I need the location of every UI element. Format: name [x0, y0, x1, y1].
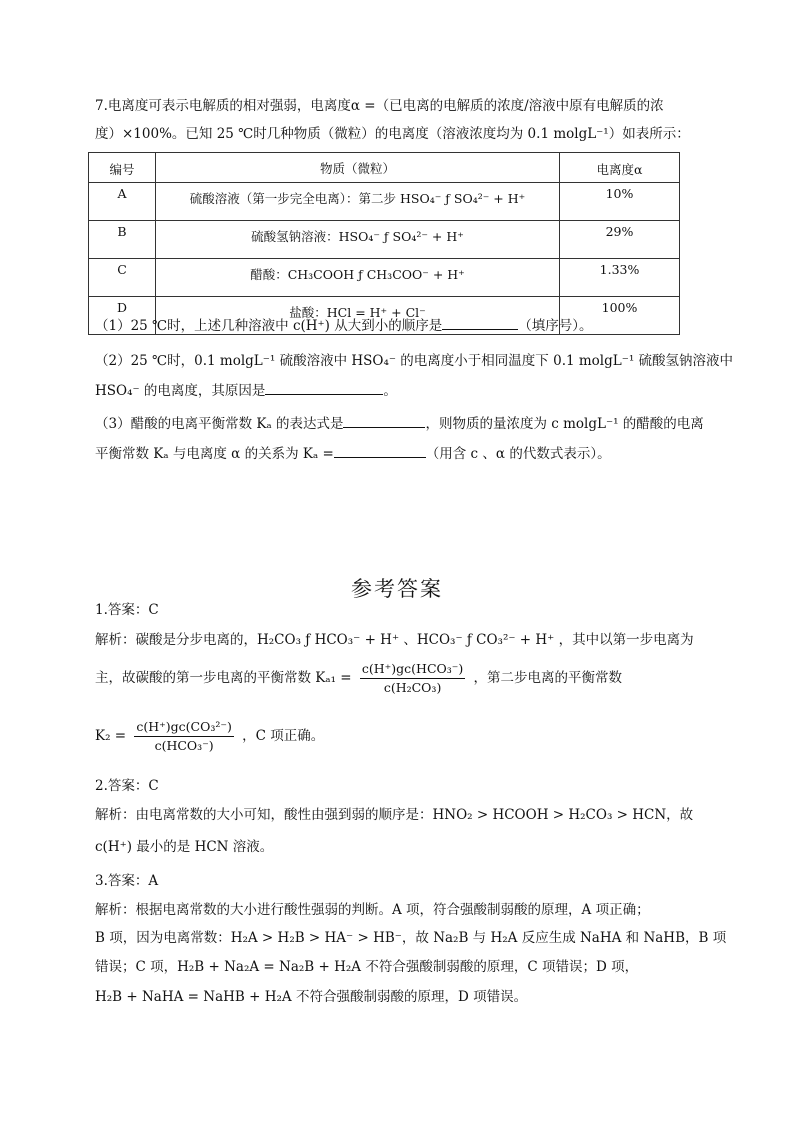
table-header-id: 编号: [89, 153, 156, 183]
subquestion-3-line-1: [95, 415, 704, 433]
k2-fraction: [134, 718, 233, 755]
ionization-table: [88, 152, 680, 335]
answer-1-conclusion: ，C 项正确。: [242, 728, 325, 744]
subquestion-3-line-2: [95, 445, 611, 463]
subquestion-3-text: （3）醋酸的电离平衡常数 Kₐ 的表达式是: [95, 416, 344, 432]
row-id: D: [89, 297, 156, 335]
row-substance: 硫酸溶液（第一步完全电离）：第二步 HSO₄⁻ ƒ SO₄²⁻ + H⁺: [156, 183, 560, 221]
answer-3-explanation-3: 错误；C 项，H₂B + Na₂A = Na₂B + H₂A 不符合强酸制弱酸的原理，C 项错误；D 项，: [95, 959, 639, 975]
answer-3-label: 3.答案：A: [95, 873, 159, 889]
row-id: C: [89, 259, 156, 297]
subquestion-2-line-1: （2）25 ℃时，0.1 molgL⁻¹ 硫酸溶液中 HSO₄⁻ 的电离度小于相同温度下 0.1 molgL⁻¹ 硫酸氢钠溶液中: [95, 353, 734, 369]
fraction-denominator: c(HCO₃⁻): [154, 738, 214, 753]
row-degree: 1.33%: [560, 259, 680, 297]
row-id: A: [89, 183, 156, 221]
answer-blank[interactable]: [265, 382, 383, 395]
row-substance: 醋酸：CH₃COOH ƒ CH₃COO⁻ + H⁺: [156, 259, 560, 297]
row-degree: 10%: [560, 183, 680, 221]
subquestion-2-suffix: 。: [383, 383, 397, 399]
answer-1-text: 主，故碳酸的第一步电离的平衡常数 Kₐ₁ =: [95, 670, 352, 686]
row-degree: 29%: [560, 221, 680, 259]
table-header-degree: 电离度α: [560, 153, 680, 183]
answer-blank[interactable]: [334, 445, 426, 458]
fraction-numerator: c(H⁺)gc(HCO₃⁻): [360, 660, 465, 679]
row-id: B: [89, 221, 156, 259]
subquestion-2-text: HSO₄⁻ 的电离度，其原因是: [95, 383, 266, 399]
answer-2-label: 2.答案：C: [95, 778, 159, 794]
table-row: [89, 183, 680, 221]
subquestion-1-suffix: （填序号）。: [518, 318, 593, 334]
answer-2-explanation-2: c(H⁺) 最小的是 HCN 溶液。: [95, 839, 274, 855]
answer-1-text-b: ，第二步电离的平衡常数: [473, 670, 623, 686]
subquestion-1-text: （1）25 ℃时，上述几种溶液中 c(H⁺) 从大到小的顺序是: [95, 318, 443, 334]
answer-blank[interactable]: [442, 317, 518, 330]
row-substance: 盐酸：HCl = H⁺ + Cl⁻: [156, 297, 560, 335]
fraction-denominator: c(H₂CO₃): [383, 680, 442, 695]
answer-1-explanation-3: [95, 718, 324, 755]
subquestion-3-text-c: 平衡常数 Kₐ 与电离度 α 的关系为 Kₐ =: [95, 446, 334, 462]
answer-3-explanation-2: B 项，因为电离常数：H₂A > H₂B > HA⁻ > HB⁻，故 Na₂B 与 H₂A 反应生成 NaHA 和 NaHB，B 项: [95, 930, 727, 946]
answer-1-explanation-2: [95, 660, 622, 697]
answer-3-explanation-4: H₂B + NaHA = NaHB + H₂A 不符合强酸制弱酸的原理，D 项错误。: [95, 989, 528, 1005]
answer-1-label: 1.答案：C: [95, 602, 159, 618]
answer-3-explanation-1: 解析：根据电离常数的大小进行酸性强弱的判断。A 项，符合强酸制弱酸的原理，A 项正确；: [95, 902, 650, 918]
table-row: [89, 221, 680, 259]
table-row: [89, 259, 680, 297]
table-header-row: [89, 153, 680, 183]
row-substance: 硫酸氢钠溶液：HSO₄⁻ ƒ SO₄²⁻ + H⁺: [156, 221, 560, 259]
question-line-1: 7.电离度可表示电解质的相对强弱，电离度α =（已电离的电解质的浓度/溶液中原有电解质的浓: [95, 98, 664, 114]
answer-1-explanation-1: 解析：碳酸是分步电离的，H₂CO₃ ƒ HCO₃⁻ + H⁺ 、HCO₃⁻ ƒ CO₃²⁻ + H⁺ ，其中以第一步电离为: [95, 632, 694, 648]
k2-label: K₂ =: [95, 728, 127, 744]
fraction-numerator: c(H⁺)gc(CO₃²⁻): [134, 718, 233, 737]
answers-title: 参考答案: [351, 577, 443, 601]
subquestion-2-line-2: [95, 382, 397, 400]
subquestion-3-suffix: （用含 c 、α 的代数式表示）。: [425, 446, 611, 462]
table-header-substance: 物质（微粒）: [156, 153, 560, 183]
subquestion-1: [95, 317, 593, 335]
row-degree: 100%: [560, 297, 680, 335]
answer-blank[interactable]: [343, 415, 425, 428]
subquestion-3-text-b: ，则物质的量浓度为 c molgL⁻¹ 的醋酸的电离: [425, 416, 704, 432]
answer-2-explanation-1: 解析：由电离常数的大小可知，酸性由强到弱的顺序是：HNO₂ > HCOOH > H₂CO₃ > HCN，故: [95, 807, 694, 823]
k1-fraction: [360, 660, 465, 697]
question-line-2: 度）×100%。已知 25 ℃时几种物质（微粒）的电离度（溶液浓度均为 0.1 molgL⁻¹）如表所示：: [95, 126, 690, 142]
